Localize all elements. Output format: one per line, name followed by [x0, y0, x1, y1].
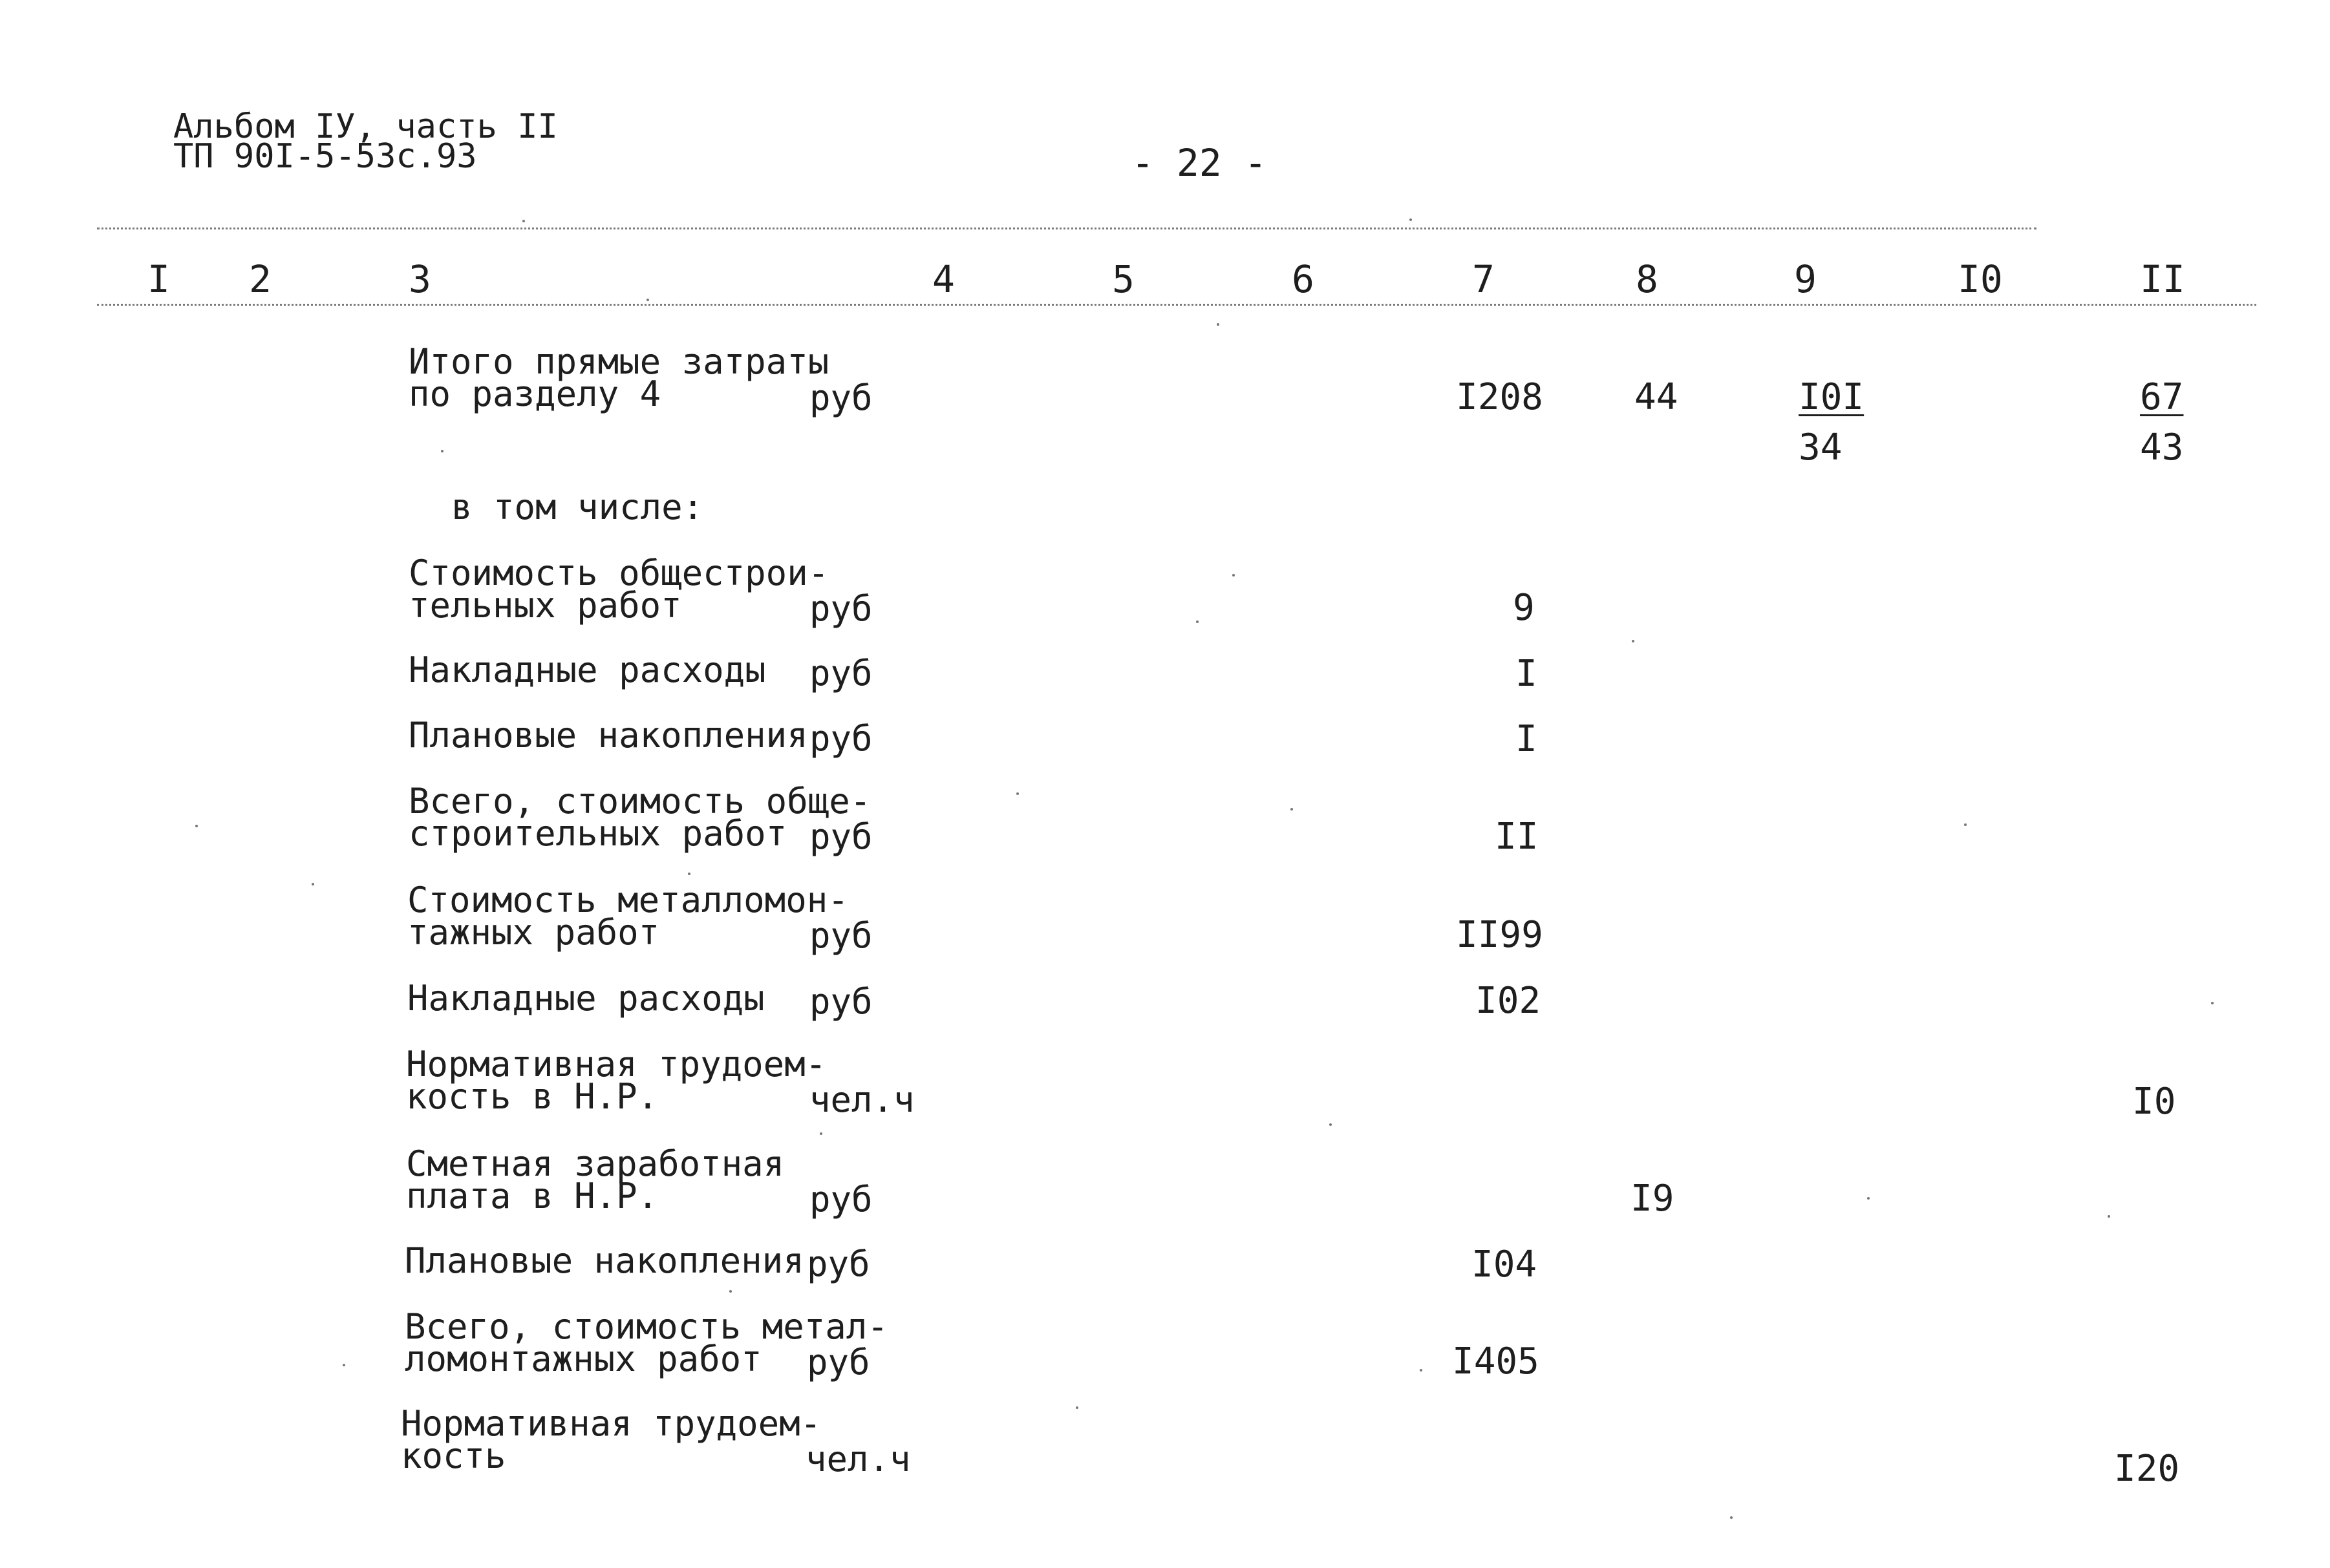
- top-rule: [97, 228, 2036, 229]
- column-number: 9: [1794, 257, 1817, 301]
- row-label: строительных работ: [409, 813, 787, 854]
- row-label: кость в Н.Р.: [406, 1076, 659, 1117]
- row-unit: руб: [809, 653, 873, 694]
- row-label: по разделу 4: [409, 374, 661, 414]
- cell-col7: I405: [1452, 1340, 1539, 1383]
- cell-col7: 9: [1513, 587, 1535, 629]
- row-unit: руб: [807, 1342, 870, 1383]
- header-rule: [97, 304, 2256, 306]
- row-label: Стоимость металломон-: [407, 880, 849, 920]
- row-label: Плановые накопления: [405, 1240, 804, 1281]
- row-label: ломонтажных работ: [405, 1339, 762, 1379]
- row-label: плата в Н.Р.: [406, 1176, 659, 1216]
- row-label: Нормативная трудоем-: [406, 1044, 827, 1085]
- album-label: Альбом IУ, часть II: [173, 107, 558, 146]
- cell-col7: I04: [1471, 1244, 1537, 1286]
- column-number: 5: [1112, 257, 1135, 301]
- column-number: 7: [1472, 257, 1495, 301]
- cell-col7: I208: [1456, 376, 1543, 418]
- cell-col7: I02: [1475, 980, 1541, 1022]
- cell-col7: I: [1515, 718, 1537, 760]
- column-number: 6: [1292, 257, 1314, 301]
- row-label: Накладные расходы: [407, 978, 765, 1019]
- cell-col11-denominator: 43: [2140, 427, 2184, 469]
- cell-col11-numerator: 67: [2140, 376, 2184, 418]
- cell-col8: 44: [1634, 376, 1678, 418]
- cell-col9-numerator: I0I: [1799, 376, 1865, 418]
- row-unit: руб: [809, 981, 873, 1022]
- row-unit: чел.ч: [809, 1079, 915, 1120]
- row-unit: руб: [807, 1244, 870, 1284]
- cell-col9-denominator: 34: [1799, 427, 1843, 469]
- row-label: Итого прямые затраты: [409, 341, 829, 382]
- cell-col8: I9: [1630, 1178, 1674, 1220]
- row-unit: руб: [809, 1179, 873, 1220]
- row-unit: руб: [809, 377, 873, 418]
- row-label: тажных работ: [407, 912, 660, 953]
- row-unit: руб: [809, 915, 873, 956]
- cell-col7: I: [1515, 653, 1537, 695]
- row-unit: руб: [809, 588, 873, 629]
- column-number: II: [2140, 257, 2185, 301]
- row-label: Всего, стоимость метал-: [405, 1306, 888, 1347]
- row-label: Всего, стоимость обще-: [409, 781, 871, 821]
- cell-col11: I0: [2132, 1081, 2176, 1123]
- column-number: 3: [409, 257, 431, 301]
- column-number: I0: [1958, 257, 2003, 301]
- row-label: Накладные расходы: [409, 650, 766, 690]
- row-label: Плановые накопления: [409, 715, 808, 756]
- column-number: 2: [249, 257, 272, 301]
- cell-col7: II: [1495, 816, 1539, 858]
- subheading-including: в том числе:: [451, 487, 704, 527]
- row-label: Стоимость общестрои-: [409, 553, 829, 593]
- row-unit: руб: [809, 816, 873, 857]
- row-label: тельных работ: [409, 585, 682, 626]
- row-label: Сметная заработная: [406, 1143, 785, 1184]
- column-number: I: [147, 257, 170, 301]
- row-label: кость: [401, 1436, 506, 1476]
- cell-col11: I20: [2114, 1448, 2180, 1490]
- column-number: 8: [1636, 257, 1658, 301]
- row-label: Нормативная трудоем-: [401, 1403, 822, 1444]
- column-number: 4: [932, 257, 955, 301]
- page-number: - 22 -: [1131, 141, 1267, 185]
- row-unit: чел.ч: [806, 1439, 911, 1479]
- cell-col7: II99: [1456, 914, 1543, 956]
- document-code: ТП 90I-5-53с.93: [173, 137, 477, 176]
- row-unit: руб: [809, 718, 873, 759]
